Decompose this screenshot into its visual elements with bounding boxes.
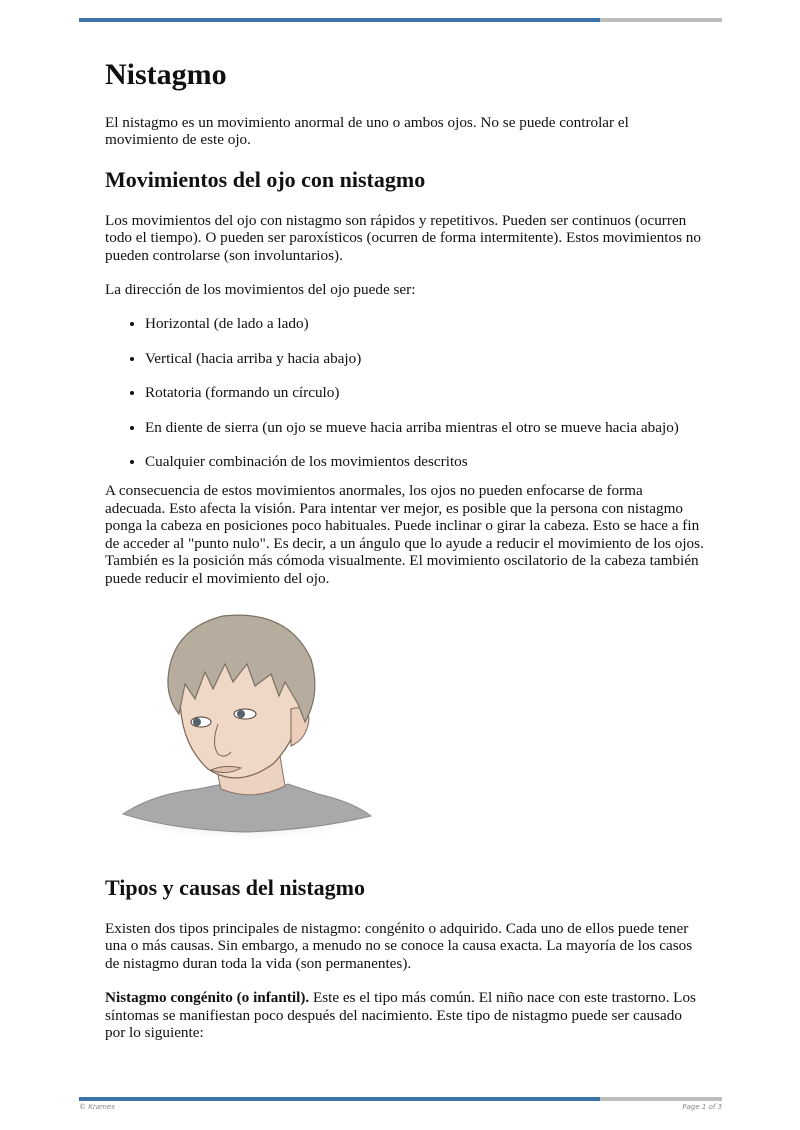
list-item: • En diente de sierra (un ojo se mueve hacia arriba mientras el otro se mueve hacia abajo) — [145, 419, 705, 436]
direction-list — [105, 315, 705, 470]
page-title: Nistagmo — [105, 58, 227, 91]
copyright: © Krames — [79, 1103, 115, 1111]
list-item: • Vertical (hacia arriba y hacia abajo) — [145, 350, 705, 367]
types-paragraph: Existen dos tipos principales de nistagmo: congénito o adquirido. Cada uno de ellos puede tener una o más causas. Sin embargo, a menudo no se conoce la causa exacta. La mayoría de los casos de nistagmo duran toda la vida (son permanentes). — [105, 919, 693, 972]
intro-paragraph: El nistagmo es un movimiento anormal de uno o ambos ojos. No se puede controlar el movimiento de este ojo. — [105, 114, 629, 149]
consequence-paragraph: A consecuencia de estos movimientos anormales, los ojos no pueden enfocarse de forma adecuada. Esto afecta la visión. Para intentar ver mejor, es posible que la persona con nistagmo ponga la cabeza en posiciones poco habituales. Puede inclinar o girar la cabeza. Esto se hace a fin de acceder al "punto nulo". Es decir, a un ángulo que lo ayude a reducir el movimiento de los ojos. También es la posición más cómoda visualmente. El movimiento oscilatorio de la cabeza también puede reducir el movimiento del ojo. — [105, 482, 704, 587]
congenital-description: Este es el tipo más común. El niño nace con este trastorno. Los síntomas se manifiestan poco después del nacimiento. Este tipo de nistagmo puede ser causado por lo siguiente: — [105, 989, 696, 1041]
page-number: Page 1 of 3 — [682, 1103, 722, 1111]
header-progress-bar — [79, 18, 722, 22]
header-progress-fill — [79, 18, 600, 22]
list-item: • Rotatoria (formando un círculo) — [145, 384, 705, 401]
section-heading-movements: Movimientos del ojo con nistagmo — [105, 166, 426, 192]
direction-intro: La dirección de los movimientos del ojo puede ser: — [105, 281, 416, 299]
footer-progress-fill — [79, 1097, 600, 1101]
section-heading-types: Tipos y causas del nistagmo — [105, 874, 365, 900]
movements-paragraph: Los movimientos del ojo con nistagmo son rápidos y repetitivos. Pueden ser continuos (ocurren todo el tiempo). O pueden ser paroxísticos (ocurren de forma intermitente). Estos movimientos no pueden controlarse (son involuntarios). — [105, 211, 701, 264]
document-body — [105, 56, 705, 1058]
congenital-paragraph — [105, 989, 705, 1041]
footer-progress-bar — [79, 1097, 722, 1101]
list-item: • Cualquier combinación de los movimientos descritos — [145, 453, 705, 470]
list-item: • Horizontal (de lado a lado) — [145, 315, 705, 332]
congenital-term: Nistagmo congénito (o infantil). — [105, 989, 310, 1007]
boy-head-tilt-illustration — [113, 604, 378, 844]
